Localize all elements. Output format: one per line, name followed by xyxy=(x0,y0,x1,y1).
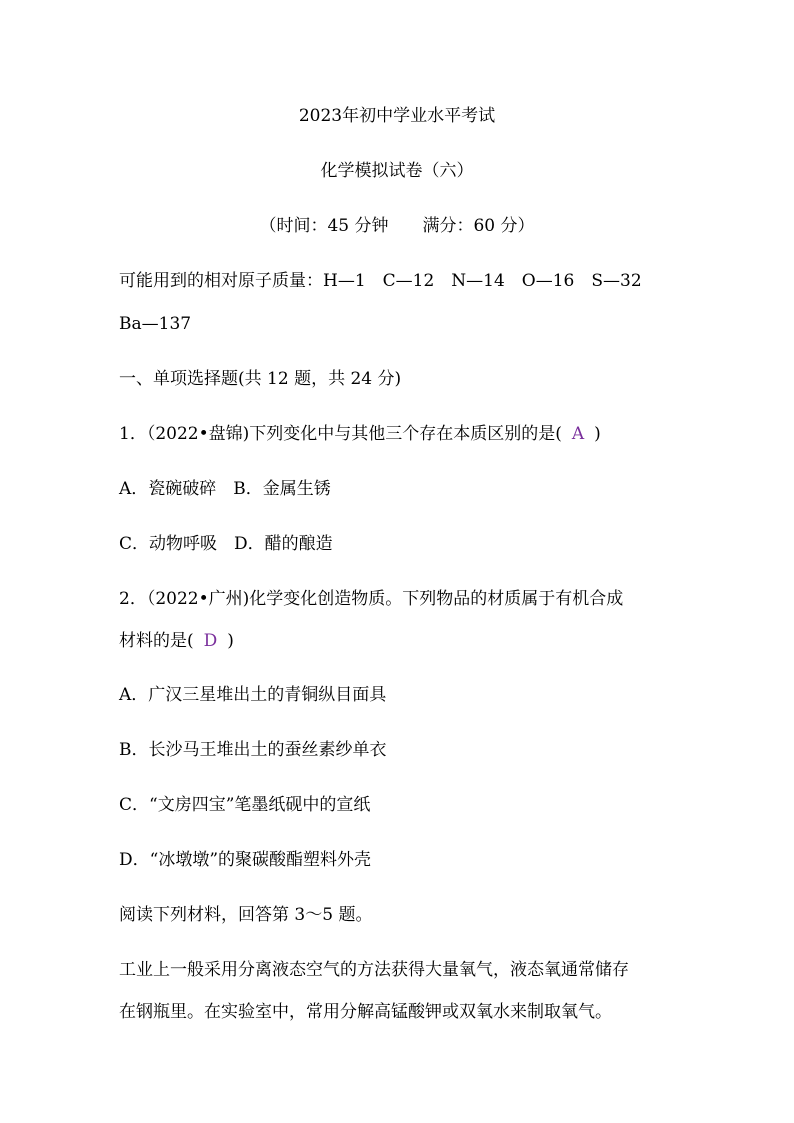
exam-title: 2023年初中学业水平考试 xyxy=(298,106,496,126)
reading-paragraph-line-2: 在钢瓶里。在实验室中，常用分解高锰酸钾或双氧水来制取氧气。 xyxy=(119,1002,612,1022)
question-2-stem-close: ) xyxy=(227,631,234,651)
question-2-stem-line-1: 2．（2022•广州)化学变化创造物质。下列物品的材质属于有机合成 xyxy=(119,589,624,609)
question-2-option-c: C．“文房四宝”笔墨纸砚中的宣纸 xyxy=(119,795,371,815)
question-1-stem-text: 1．（2022•盘锦)下列变化中与其他三个存在本质区别的是( xyxy=(119,424,562,444)
question-2-stem-line-2 xyxy=(119,633,234,650)
question-2-option-a: A．广汉三星堆出土的青铜纵目面具 xyxy=(119,685,387,705)
question-1-stem-close: ) xyxy=(594,424,601,444)
question-2-option-b: B．长沙马王堆出土的蚕丝素纱单衣 xyxy=(119,740,387,760)
atomic-mass-line-1: 可能用到的相对原子质量：H—1 C—12 N—14 O—16 S—32 xyxy=(119,271,642,291)
question-1-options-ab: A．瓷碗破碎 B．金属生锈 xyxy=(119,479,331,499)
section-heading: 一、单项选择题(共 12 题，共 24 分) xyxy=(119,369,402,389)
question-2-stem-text: 材料的是( xyxy=(119,631,194,651)
atomic-mass-line-2: Ba—137 xyxy=(119,314,192,334)
question-1-options-cd: C．动物呼吸 D．醋的酿造 xyxy=(119,534,333,554)
question-1-answer: A xyxy=(571,424,585,444)
question-2-answer: D xyxy=(203,631,218,651)
exam-subtitle: 化学模拟试卷（六） xyxy=(320,161,474,181)
reading-paragraph-line-1: 工业上一般采用分离液态空气的方法获得大量氧气，液态氧通常储存 xyxy=(119,960,629,980)
question-1-stem xyxy=(119,426,601,443)
question-2-option-d: D．“冰墩墩”的聚碳酸酯塑料外壳 xyxy=(119,850,372,870)
reading-intro: 阅读下列材料，回答第 3～5 题。 xyxy=(119,905,373,925)
exam-info: （时间：45 分钟 满分：60 分） xyxy=(259,216,535,236)
